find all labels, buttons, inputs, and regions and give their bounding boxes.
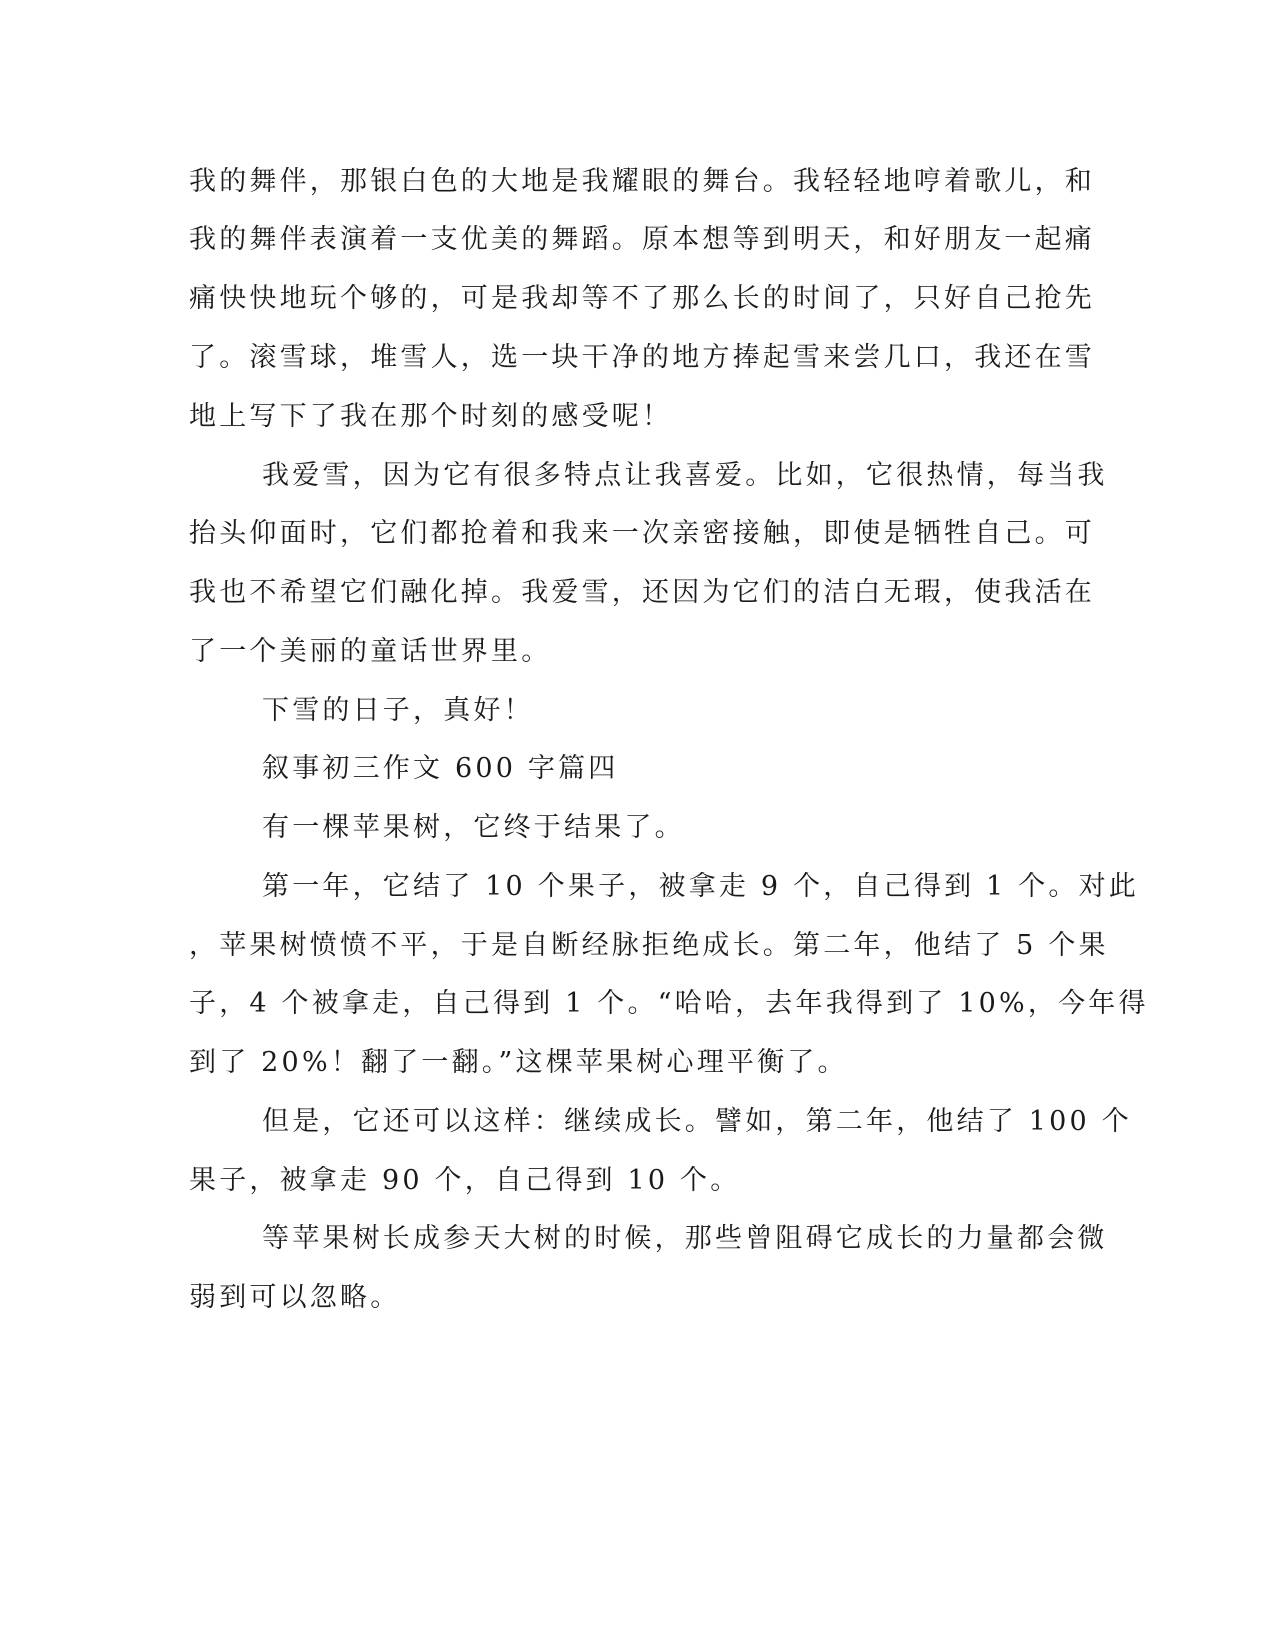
text-line: 抬头仰面时，它们都抢着和我来一次亲密接触，即使是牺牲自己。可 [189,518,1095,549]
text-line: 我的舞伴，那银白色的大地是我耀眼的舞台。我轻轻地哼着歌儿，和 [189,166,1095,197]
text-line: 痛快快地玩个够的，可是我却等不了那么长的时间了，只好自己抢先 [189,283,1095,314]
paragraph-first-line: 有一棵苹果树，它终于结果了。 [262,812,685,843]
text-line: 地上写下了我在那个时刻的感受呢！ [189,401,673,432]
text-line: 了一个美丽的童话世界里。 [189,636,552,667]
text-line: 子，4 个被拿走，自己得到 1 个。“哈哈，去年我得到了 10%，今年得 [189,988,1149,1019]
text-line: ，苹果树愤愤不平，于是自断经脉拒绝成长。第二年，他结了 5 个果 [189,930,1109,961]
text-line: 我也不希望它们融化掉。我爱雪，还因为它们的洁白无瑕，使我活在 [189,577,1095,608]
section-heading: 叙事初三作文 600 字篇四 [262,753,619,784]
paragraph-first-line: 但是，它还可以这样：继续成长。譬如，第二年，他结了 100 个 [262,1106,1132,1137]
paragraph-first-line: 我爱雪，因为它有很多特点让我喜爱。比如，它很热情，每当我 [262,460,1108,491]
text-line: 我的舞伴表演着一支优美的舞蹈。原本想等到明天，和好朋友一起痛 [189,224,1095,255]
text-line: 果子，被拿走 90 个，自己得到 10 个。 [189,1165,741,1196]
paragraph-first-line: 下雪的日子，真好！ [262,695,534,726]
text-line: 了。滚雪球，堆雪人，选一块干净的地方捧起雪来尝几口，我还在雪 [189,342,1095,373]
text-line: 弱到可以忽略。 [189,1282,401,1313]
paragraph-first-line: 等苹果树长成参天大树的时候，那些曾阻碍它成长的力量都会微 [262,1223,1108,1254]
paragraph-first-line: 第一年，它结了 10 个果子，被拿走 9 个，自己得到 1 个。对此 [262,871,1140,902]
text-line: 到了 20%！翻了一翻。”这棵苹果树心理平衡了。 [189,1047,848,1078]
